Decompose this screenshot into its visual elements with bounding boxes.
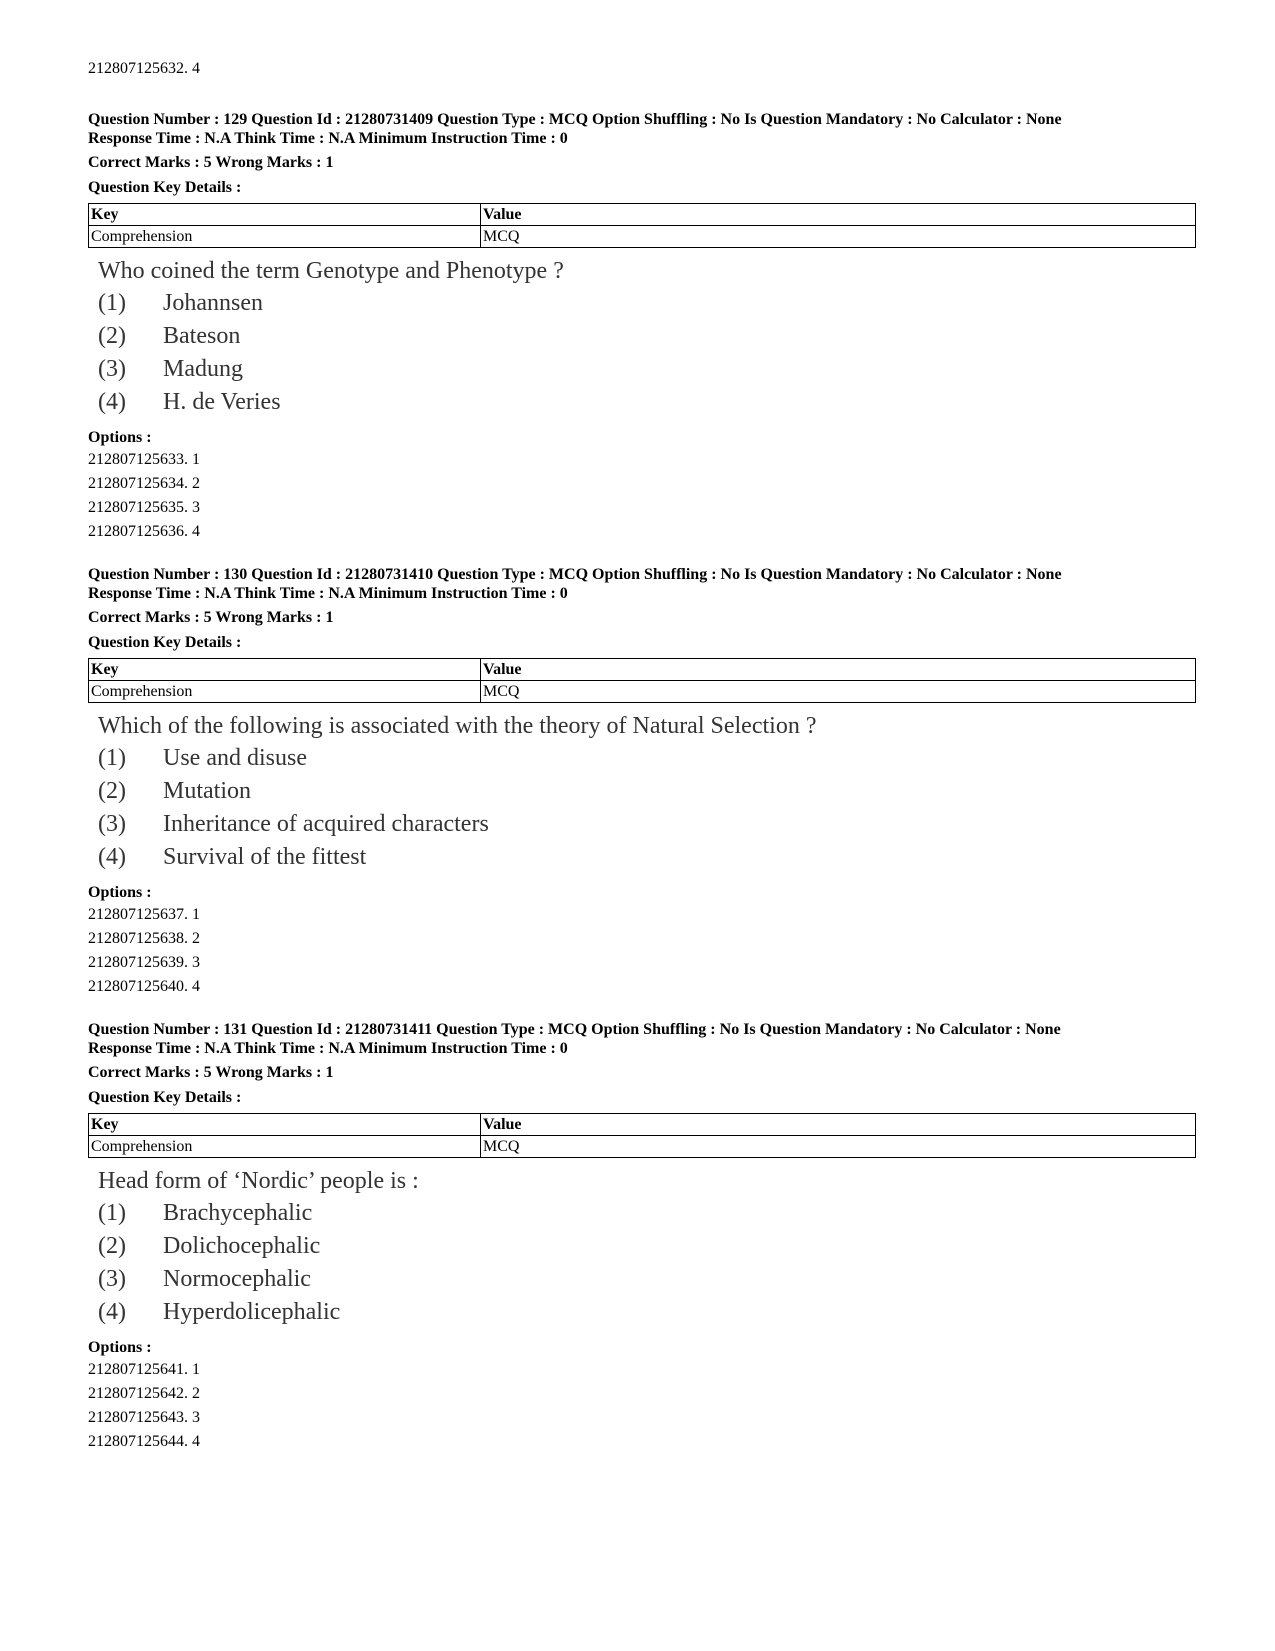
choice-text: H. de Veries bbox=[163, 389, 281, 415]
table-row bbox=[89, 1136, 1196, 1158]
key-details-table bbox=[88, 1113, 1196, 1158]
choice-item bbox=[98, 1264, 1196, 1297]
key-header-cell: Key bbox=[89, 204, 481, 226]
table-header-row bbox=[89, 204, 1196, 226]
choice-item bbox=[98, 387, 1196, 420]
choice-item bbox=[98, 743, 1196, 776]
marks-line: Correct Marks : 5 Wrong Marks : 1 bbox=[88, 1064, 334, 1081]
choice-text: Use and disuse bbox=[163, 745, 307, 771]
choice-text: Mutation bbox=[163, 778, 251, 804]
choice-number: (2) bbox=[98, 778, 126, 804]
choice-number: (4) bbox=[98, 389, 126, 415]
option-id-line: 212807125634. 2 bbox=[88, 475, 200, 492]
previous-option-line: 212807125632. 4 bbox=[88, 60, 200, 77]
choice-number: (4) bbox=[98, 1299, 126, 1325]
choice-text: Brachycephalic bbox=[163, 1200, 313, 1226]
option-id-line: 212807125643. 3 bbox=[88, 1409, 200, 1426]
choice-item bbox=[98, 842, 1196, 875]
question-meta-line2: Response Time : N.A Think Time : N.A Minimum Instruction Time : 0 bbox=[88, 585, 568, 602]
choice-item bbox=[98, 321, 1196, 354]
question-block-129 bbox=[88, 110, 1196, 544]
option-id-line: 212807125638. 2 bbox=[88, 930, 200, 947]
question-meta-line1: Question Number : 130 Question Id : 21280731410 Question Type : MCQ Option Shuffling : No Is Question Mandatory : No Calculator : None bbox=[88, 566, 1062, 583]
choice-number: (3) bbox=[98, 356, 126, 382]
option-id-line: 212807125640. 4 bbox=[88, 978, 200, 995]
choice-item bbox=[98, 1198, 1196, 1231]
choice-text: Bateson bbox=[163, 323, 241, 349]
question-image bbox=[88, 1166, 1196, 1330]
value-header-cell: Value bbox=[481, 659, 1196, 681]
question-block-131 bbox=[88, 1020, 1196, 1454]
choice-number: (1) bbox=[98, 290, 126, 316]
value-cell: MCQ bbox=[481, 1136, 1196, 1158]
question-meta-line1: Question Number : 129 Question Id : 21280731409 Question Type : MCQ Option Shuffling : No Is Question Mandatory : No Calculator : None bbox=[88, 111, 1062, 128]
option-id-line: 212807125639. 3 bbox=[88, 954, 200, 971]
question-image bbox=[88, 711, 1196, 875]
value-header-cell: Value bbox=[481, 1114, 1196, 1136]
key-details-table bbox=[88, 658, 1196, 703]
marks-line: Correct Marks : 5 Wrong Marks : 1 bbox=[88, 609, 334, 626]
key-details-heading: Question Key Details : bbox=[88, 179, 242, 196]
table-header-row bbox=[89, 1114, 1196, 1136]
key-cell: Comprehension bbox=[89, 226, 481, 248]
key-details-table bbox=[88, 203, 1196, 248]
key-cell: Comprehension bbox=[89, 1136, 481, 1158]
question-image bbox=[88, 256, 1196, 420]
marks-line: Correct Marks : 5 Wrong Marks : 1 bbox=[88, 154, 334, 171]
choice-item bbox=[98, 1297, 1196, 1330]
choice-text: Hyperdolicephalic bbox=[163, 1299, 341, 1325]
choice-number: (3) bbox=[98, 1266, 126, 1292]
option-id-line: 212807125641. 1 bbox=[88, 1361, 200, 1378]
options-heading: Options : bbox=[88, 429, 152, 446]
table-header-row bbox=[89, 659, 1196, 681]
choice-item bbox=[98, 354, 1196, 387]
choice-item bbox=[98, 809, 1196, 842]
question-text: Head form of ‘Nordic’ people is : bbox=[98, 1168, 419, 1194]
question-meta-line2: Response Time : N.A Think Time : N.A Minimum Instruction Time : 0 bbox=[88, 1040, 568, 1057]
option-id-line: 212807125635. 3 bbox=[88, 499, 200, 516]
key-header-cell: Key bbox=[89, 659, 481, 681]
question-meta-line2: Response Time : N.A Think Time : N.A Minimum Instruction Time : 0 bbox=[88, 130, 568, 147]
table-row bbox=[89, 681, 1196, 703]
choice-number: (2) bbox=[98, 323, 126, 349]
table-row bbox=[89, 226, 1196, 248]
option-id-line: 212807125637. 1 bbox=[88, 906, 200, 923]
question-block-130 bbox=[88, 565, 1196, 999]
value-cell: MCQ bbox=[481, 681, 1196, 703]
choice-item bbox=[98, 288, 1196, 321]
choice-text: Inheritance of acquired characters bbox=[163, 811, 489, 837]
option-id-line: 212807125644. 4 bbox=[88, 1433, 200, 1450]
option-id-line: 212807125642. 2 bbox=[88, 1385, 200, 1402]
option-id-line: 212807125633. 1 bbox=[88, 451, 200, 468]
choice-number: (1) bbox=[98, 745, 126, 771]
key-details-heading: Question Key Details : bbox=[88, 634, 242, 651]
option-id-line: 212807125636. 4 bbox=[88, 523, 200, 540]
value-cell: MCQ bbox=[481, 226, 1196, 248]
choice-number: (3) bbox=[98, 811, 126, 837]
choice-item bbox=[98, 776, 1196, 809]
choice-text: Madung bbox=[163, 356, 243, 382]
key-cell: Comprehension bbox=[89, 681, 481, 703]
key-header-cell: Key bbox=[89, 1114, 481, 1136]
question-text: Who coined the term Genotype and Phenotype ? bbox=[98, 258, 564, 284]
options-heading: Options : bbox=[88, 1339, 152, 1356]
choice-number: (1) bbox=[98, 1200, 126, 1226]
choice-text: Dolichocephalic bbox=[163, 1233, 321, 1259]
choice-text: Normocephalic bbox=[163, 1266, 311, 1292]
choice-number: (2) bbox=[98, 1233, 126, 1259]
options-heading: Options : bbox=[88, 884, 152, 901]
choice-text: Johannsen bbox=[163, 290, 263, 316]
choice-text: Survival of the fittest bbox=[163, 844, 367, 870]
value-header-cell: Value bbox=[481, 204, 1196, 226]
choice-number: (4) bbox=[98, 844, 126, 870]
choice-item bbox=[98, 1231, 1196, 1264]
question-text: Which of the following is associated with the theory of Natural Selection ? bbox=[98, 713, 817, 739]
question-meta-line1: Question Number : 131 Question Id : 21280731411 Question Type : MCQ Option Shuffling : No Is Question Mandatory : No Calculator : None bbox=[88, 1021, 1061, 1038]
key-details-heading: Question Key Details : bbox=[88, 1089, 242, 1106]
